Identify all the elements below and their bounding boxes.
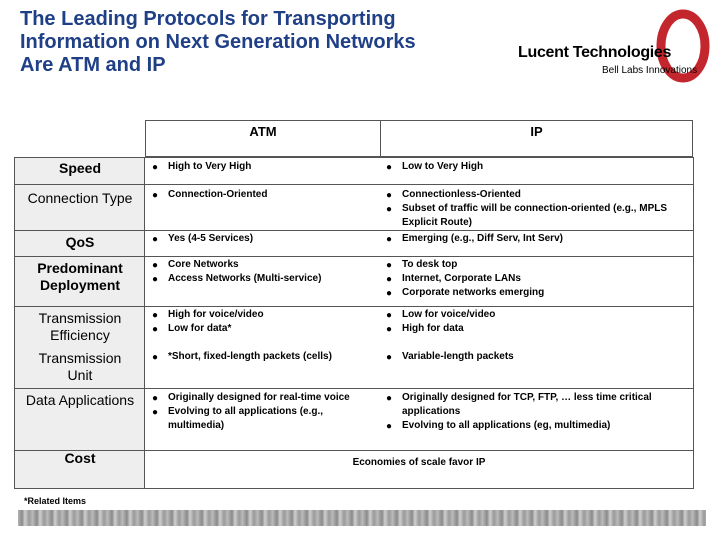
bullet-icon: ● bbox=[386, 204, 393, 215]
lucent-logo bbox=[516, 6, 712, 86]
list-item: ● Low for data* bbox=[152, 323, 232, 335]
row-label: Transmission Unit bbox=[38, 350, 122, 383]
cost-note: Economies of scale favor IP bbox=[352, 457, 486, 468]
atm-cell bbox=[151, 160, 376, 174]
list-item: ● Internet, Corporate LANs bbox=[386, 273, 521, 285]
table-row bbox=[15, 388, 693, 451]
ip-cell bbox=[385, 391, 675, 433]
logo-tagline: Bell Labs Innovations bbox=[602, 65, 698, 76]
table-row bbox=[15, 230, 693, 257]
bullet-icon: ● bbox=[386, 352, 393, 363]
bullet-icon: ● bbox=[386, 288, 393, 299]
bullet-icon: ● bbox=[152, 324, 159, 335]
atm-cell bbox=[151, 391, 366, 433]
title-line-1: The Leading Protocols for Transporting bbox=[20, 8, 396, 30]
ip-cell bbox=[385, 160, 690, 174]
atm-cell bbox=[151, 188, 376, 202]
list-item: ● Originally designed for real-time voice bbox=[152, 392, 350, 404]
list-item: ● Access Networks (Multi-service) bbox=[152, 273, 322, 285]
bullet-icon: ● bbox=[152, 234, 159, 245]
bullet-icon: ● bbox=[386, 393, 393, 404]
slide-title bbox=[20, 8, 510, 77]
row-label: Predominant Deployment bbox=[37, 260, 123, 293]
bullet-icon: ● bbox=[386, 310, 393, 321]
table-header bbox=[145, 120, 693, 157]
ip-cell bbox=[385, 350, 690, 364]
list-item: ● Corporate networks emerging bbox=[386, 287, 545, 299]
table-row bbox=[15, 450, 693, 488]
decorative-footer-band bbox=[18, 510, 706, 526]
atm-cell bbox=[151, 350, 376, 364]
bullet-icon: ● bbox=[386, 260, 393, 271]
title-line-3: Are ATM and IP bbox=[20, 54, 166, 76]
bullet-icon: ● bbox=[386, 162, 393, 173]
bullet-icon: ● bbox=[386, 190, 393, 201]
ip-cell bbox=[385, 308, 690, 336]
list-item: ● Low for voice/video bbox=[386, 309, 496, 321]
ip-cell bbox=[385, 232, 690, 246]
list-item: ● Evolving to all applications (eg, multimedia) bbox=[386, 420, 611, 432]
atm-cell bbox=[151, 258, 376, 286]
bullet-icon: ● bbox=[386, 234, 393, 245]
title-line-2: Information on Next Generation Networks bbox=[20, 31, 416, 53]
table-row bbox=[15, 256, 693, 307]
atm-cell bbox=[151, 308, 376, 336]
list-item: ● High to Very High bbox=[152, 161, 252, 173]
table-row bbox=[15, 158, 693, 185]
list-item: ● To desk top bbox=[386, 259, 458, 271]
bullet-icon: ● bbox=[152, 274, 159, 285]
atm-cell bbox=[151, 232, 376, 246]
bullet-icon: ● bbox=[152, 162, 159, 173]
list-item: ● *Short, fixed-length packets (cells) bbox=[152, 351, 332, 363]
logo-name: Lucent Technologies bbox=[518, 44, 672, 61]
table-row bbox=[15, 348, 693, 389]
list-item: ● Connection-Oriented bbox=[152, 189, 268, 201]
bullet-icon: ● bbox=[386, 324, 393, 335]
bullet-icon: ● bbox=[152, 393, 159, 404]
row-label: Connection Type bbox=[27, 190, 133, 206]
list-item: ● Evolving to all applications (e.g., multimedia) bbox=[152, 406, 324, 431]
row-label: Cost bbox=[64, 450, 96, 466]
list-item: ● Subset of traffic will be connection-oriented (e.g., MPLS Explicit Route) bbox=[386, 203, 668, 228]
ip-cell bbox=[385, 188, 690, 230]
list-item: ● Low to Very High bbox=[386, 161, 484, 173]
row-label: QoS bbox=[65, 234, 95, 250]
list-item: ● Originally designed for TCP, FTP, … less time critical applications bbox=[386, 392, 652, 417]
row-label: Data Applications bbox=[25, 392, 135, 408]
bullet-icon: ● bbox=[386, 421, 393, 432]
footnote: *Related Items bbox=[24, 496, 87, 506]
list-item: ● Yes (4-5 Services) bbox=[152, 233, 254, 245]
header-atm: ATM bbox=[146, 121, 381, 156]
bullet-icon: ● bbox=[152, 190, 159, 201]
bullet-icon: ● bbox=[152, 352, 159, 363]
table-row bbox=[15, 184, 693, 231]
list-item: ● Variable-length packets bbox=[386, 351, 514, 363]
bullet-icon: ● bbox=[152, 310, 159, 321]
table-row bbox=[15, 306, 693, 348]
ip-cell bbox=[385, 258, 690, 300]
list-item: ● High for data bbox=[386, 323, 464, 335]
bullet-icon: ● bbox=[152, 260, 159, 271]
list-item: ● Core Networks bbox=[152, 259, 239, 271]
list-item: ● Emerging (e.g., Diff Serv, Int Serv) bbox=[386, 233, 563, 245]
list-item: ● Connectionless-Oriented bbox=[386, 189, 521, 201]
bullet-icon: ● bbox=[386, 274, 393, 285]
comparison-table bbox=[14, 157, 694, 489]
row-label: Transmission Efficiency bbox=[38, 310, 122, 343]
row-label: Speed bbox=[58, 160, 101, 176]
header-ip: IP bbox=[530, 124, 543, 139]
list-item: ● High for voice/video bbox=[152, 309, 264, 321]
bullet-icon: ● bbox=[152, 407, 159, 418]
